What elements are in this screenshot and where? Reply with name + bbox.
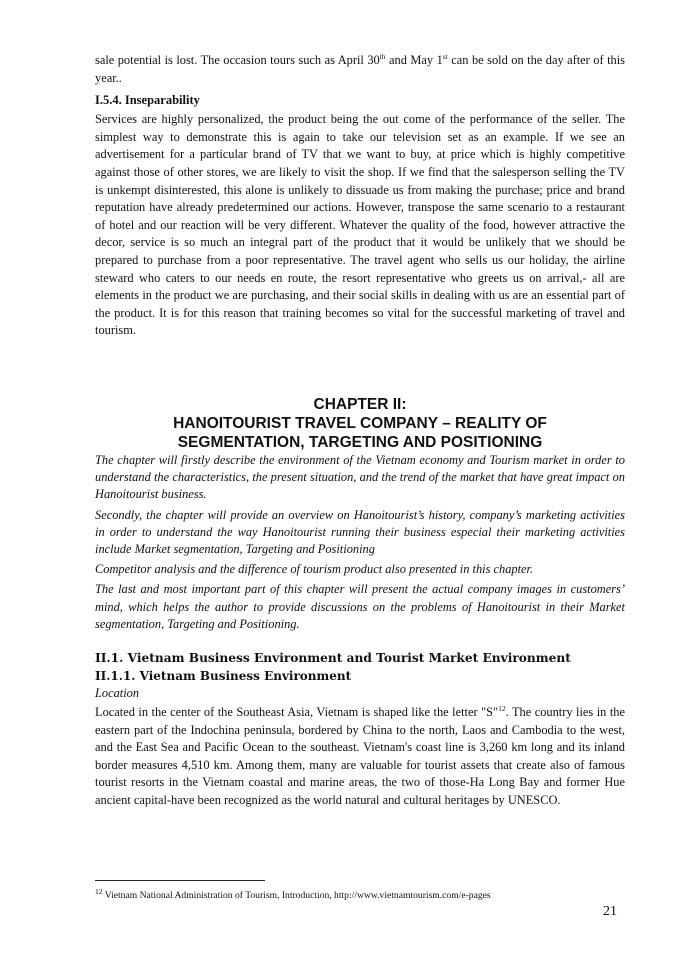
footnote: [95, 886, 491, 901]
opening-paragraph: [95, 52, 625, 87]
opening-text-c: can be sold on the day after of this year..: [95, 53, 625, 85]
intro-paragraph-4: The last and most important part of this chapter will present the actual company images in customers’ mind, which helps the author to provide discussions on the problems of Hanoitourist in their Market segmentation, Targeting and Positioning.: [95, 582, 625, 631]
location-text-b: . The country lies in the eastern part of the Indochina peninsula, bordered by China to the north, Laos and Cambodia to the west, and the East Sea and Pacific Ocean to the southeast. Vietnam's coast line is 3,260 km long and its inland border measures 4,510 km. Among them, many are valuable for tourist assets that create also of famous tourist resorts in the Vietnam coastal and marine areas, the two of those-Ha Long Bay and former Hue ancient capital-have been recognized as the world natural and cultural heritages by UNESCO.: [95, 704, 625, 807]
section-heading-ii1: II.1. Vietnam Business Environment and Tourist Market Environment: [95, 650, 571, 665]
chapter-title-line-2: SEGMENTATION, TARGETING AND POSITIONING: [177, 433, 543, 451]
section-heading-inseparability: I.5.4. Inseparability: [95, 93, 200, 108]
document-page: [95, 52, 625, 810]
intro-paragraph-3: Competitor analysis and the difference of tourism product also presented in this chapter.: [95, 562, 534, 577]
footnote-reference: 12: [498, 703, 506, 713]
opening-text-a: sale potential is lost. The occasion tours such as April 30: [95, 53, 380, 67]
page-number: 21: [603, 904, 617, 919]
location-text-a: Located in the center of the Southeast Asia, Vietnam is shaped like the letter "S": [95, 704, 499, 719]
footnote-divider: [95, 880, 265, 881]
footnote-number: 12: [95, 886, 103, 896]
superscript-th: th: [379, 51, 386, 61]
chapter-title-line-1: HANOITOURIST TRAVEL COMPANY – REALITY OF: [173, 414, 547, 432]
footnote-text: Vietnam National Administration of Tourism, Introduction, http://www.vietnamtourism.com/e-pages: [102, 890, 491, 901]
superscript-st: st: [442, 51, 448, 61]
inseparability-paragraph: Services are highly personalized, the product being the out come of the performance of the seller. The simplest way to demonstrate this is again to take our television set as an example. If we see an advertisement for a particular brand of TV that we want to buy, at price which is highly competitive against those of other stores, we are likely to visit the shop. If we find that the salesperson selling the TV is unkempt disinterested, this alone is unlikely to dissuade us from making the purchase; price and brand reputation have already predetermined our actions. However, transpose the same scenario to a restaurant of hotel and our reaction will be very different. Whatever the quality of the food, however attractive the decor, service is so much an integral part of the product that it would be unlikely that we should be prepared to purchase from a poor representative. The travel agent who sells us our holiday, the airline steward who caters to our needs en route, the resort representative who greets us on arrival,- all are elements in the product we are purchasing, and their social skills in dealing with us are an essential part of the product. It is for this reason that training becomes so vital for the successful marketing of travel and tourism.: [95, 112, 625, 338]
chapter-title: [95, 395, 625, 452]
subsection-heading-ii11: II.1.1. Vietnam Business Environment: [95, 668, 352, 683]
location-label: Location: [95, 685, 140, 700]
intro-paragraph-1: The chapter will firstly describe the environment of the Vietnam economy and Tourism market in order to understand the characteristics, the present situation, and the trend of the market that have great impact on Hanoitourist business.: [95, 452, 625, 502]
chapter-number: CHAPTER II:: [313, 395, 407, 413]
location-paragraph: [95, 704, 625, 810]
opening-text-b: and May 1: [385, 53, 443, 67]
intro-paragraph-2: Secondly, the chapter will provide an overview on Hanoitourist’s history, company’s marketing activities in order to understand the way Hanoitourist running their business especial their marketing activities include Market segmentation, Targeting and Positioning: [95, 507, 625, 556]
